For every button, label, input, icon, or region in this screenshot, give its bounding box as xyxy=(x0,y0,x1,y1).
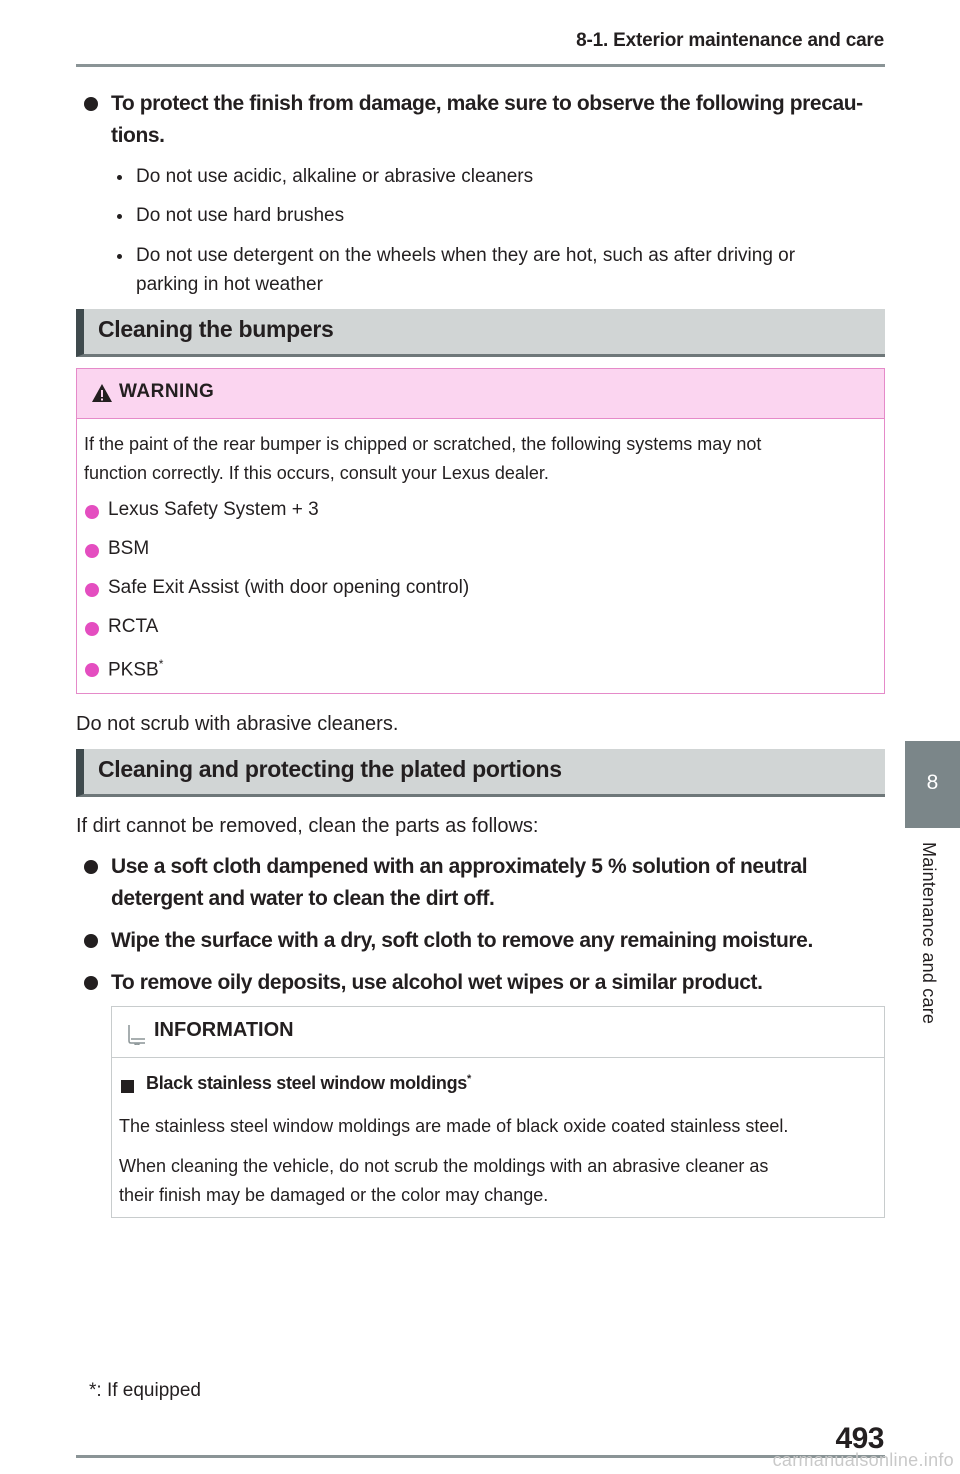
warning-text-line2: function correctly. If this occurs, consult your Lexus dealer. xyxy=(84,463,549,483)
plated-step: To remove oily deposits, use alcohol wet wipes or a similar product. xyxy=(111,971,763,994)
running-header: 8-1. Exterior maintenance and care xyxy=(576,30,884,51)
information-box xyxy=(111,1006,885,1218)
footnote: *: If equipped xyxy=(89,1380,201,1401)
information-paragraph: The stainless steel window moldings are made of black oxide coated stainless steel. xyxy=(119,1116,789,1136)
pink-bullet-icon xyxy=(85,583,99,597)
information-header xyxy=(112,1007,884,1058)
footnote-marker: * xyxy=(467,1073,471,1085)
information-paragraph-continued: their finish may be damaged or the color may change. xyxy=(119,1185,549,1205)
warning-box xyxy=(76,368,885,694)
bullet-icon xyxy=(84,860,98,874)
watermark: carmanualsonline.info xyxy=(772,1450,954,1470)
warning-item: Safe Exit Assist (with door opening control) xyxy=(108,577,470,598)
warning-item: Lexus Safety System + 3 xyxy=(108,499,319,520)
warning-label: WARNING xyxy=(119,381,215,402)
sub-bullet-icon xyxy=(117,175,122,180)
chapter-number: 8 xyxy=(926,771,939,794)
warning-item xyxy=(108,657,163,681)
header-rule xyxy=(76,64,885,67)
plated-step: Use a soft cloth dampened with an approximately 5 % solution of neutral xyxy=(111,855,808,878)
warning-triangle-icon xyxy=(91,383,113,403)
precaution-heading-line2: tions. xyxy=(111,124,165,147)
plated-step: Wipe the surface with a dry, soft cloth to remove any remaining moisture. xyxy=(111,929,813,952)
bullet-icon xyxy=(84,97,98,111)
page-number: 493 xyxy=(835,1422,884,1455)
information-subheading xyxy=(146,1073,471,1094)
section-title: Cleaning and protecting the plated portions xyxy=(98,756,562,782)
sub-bullet-icon xyxy=(117,254,122,259)
plated-step-continued: detergent and water to clean the dirt off. xyxy=(111,887,495,910)
bullet-icon xyxy=(84,976,98,990)
precaution-item-continued: parking in hot weather xyxy=(136,274,323,295)
footnote-marker: * xyxy=(158,657,164,671)
precaution-heading-line1: To protect the finish from damage, make sure to observe the following precau- xyxy=(111,92,863,115)
precaution-item: Do not use detergent on the wheels when they are hot, such as after driving or xyxy=(136,245,796,266)
pink-bullet-icon xyxy=(85,663,99,677)
pink-bullet-icon xyxy=(85,622,99,636)
footer-rule xyxy=(76,1455,885,1458)
precaution-item: Do not use acidic, alkaline or abrasive cleaners xyxy=(136,166,534,187)
information-label: INFORMATION xyxy=(154,1019,294,1041)
information-paragraph: When cleaning the vehicle, do not scrub the moldings with an abrasive cleaner as xyxy=(119,1156,769,1176)
warning-header xyxy=(77,369,884,419)
bumpers-body-text: Do not scrub with abrasive cleaners. xyxy=(76,713,399,735)
sub-bullet-icon xyxy=(117,214,122,219)
warning-item-text: PKSB xyxy=(108,659,159,681)
plated-intro: If dirt cannot be removed, clean the parts as follows: xyxy=(76,815,539,837)
section-bar-plated xyxy=(76,749,885,797)
warning-item: BSM xyxy=(108,538,150,559)
information-subheading-text: Black stainless steel window moldings xyxy=(146,1073,467,1093)
precaution-item: Do not use hard brushes xyxy=(136,205,345,226)
section-bar-bumpers xyxy=(76,309,885,357)
pink-bullet-icon xyxy=(85,505,99,519)
chapter-tab xyxy=(905,741,960,828)
pink-bullet-icon xyxy=(85,544,99,558)
chapter-label: Maintenance and care xyxy=(919,842,939,1025)
bullet-icon xyxy=(84,934,98,948)
book-icon xyxy=(127,1023,147,1045)
warning-item: RCTA xyxy=(108,616,159,637)
warning-text-line1: If the paint of the rear bumper is chipped or scratched, the following systems may not xyxy=(84,434,762,454)
square-bullet-icon xyxy=(121,1080,134,1093)
section-title: Cleaning the bumpers xyxy=(98,316,334,342)
